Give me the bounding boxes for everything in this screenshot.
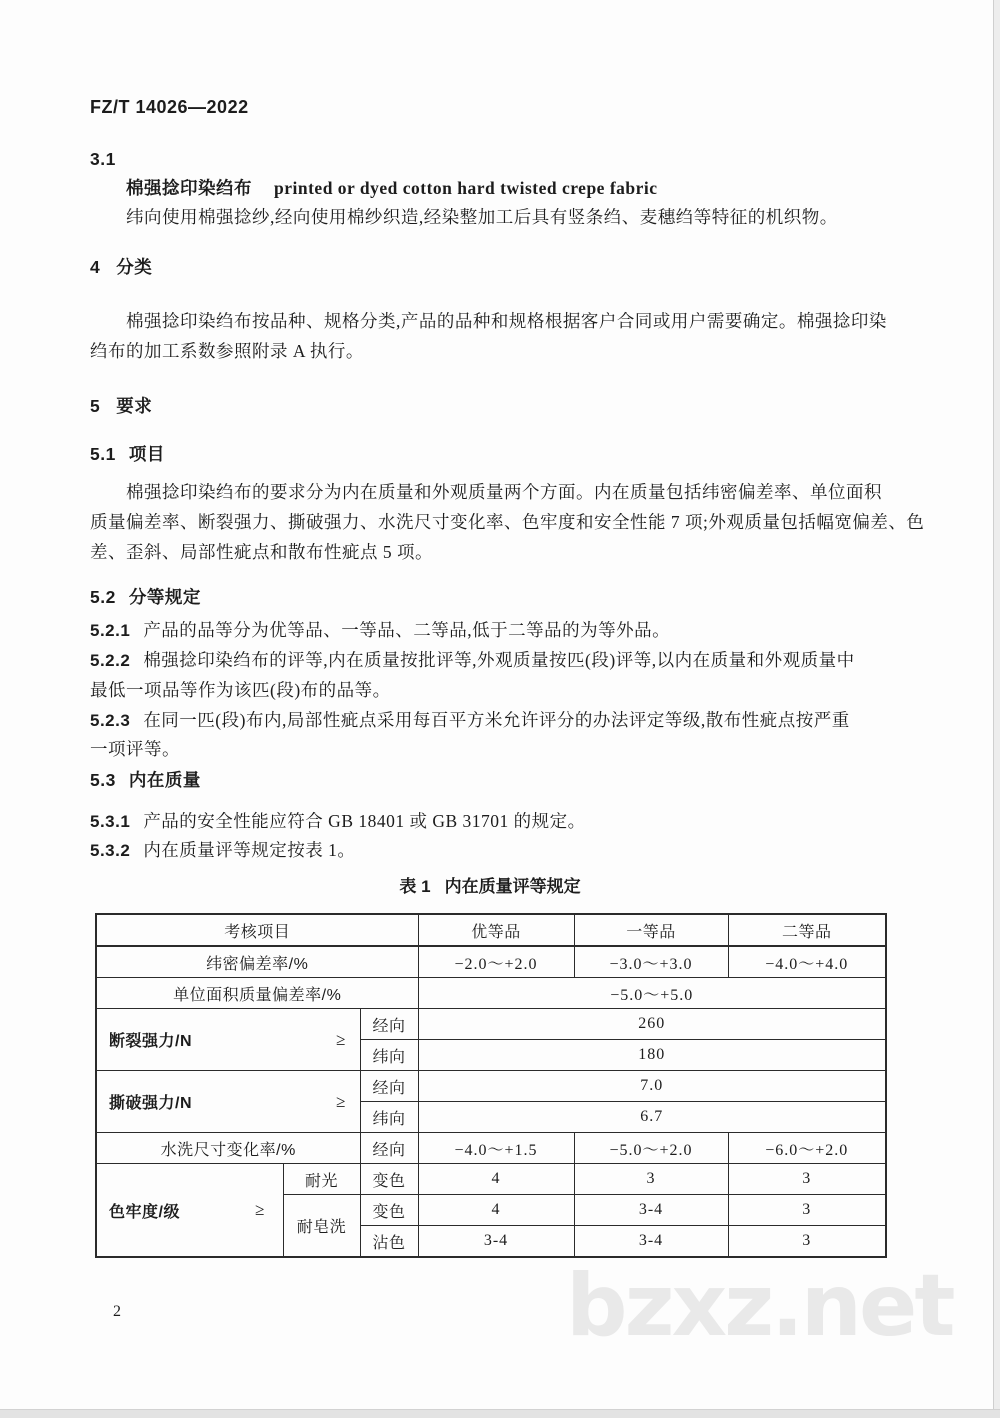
clause-5-2-2-number: 5.2.2 — [90, 651, 131, 670]
table-row-tearing-warp — [96, 1071, 886, 1102]
scan-right-edge — [993, 0, 1000, 1418]
section-5-1-paragraph-line2: 质量偏差率、断裂强力、撕破强力、水洗尺寸变化率、色牢度和安全性能 7 项;外观质量包括幅宽偏差、色 — [90, 512, 925, 532]
breaking-label-cell — [96, 1009, 360, 1071]
scan-bottom-edge — [0, 1409, 1000, 1418]
fastness-label: 色牢度/级 — [109, 1203, 180, 1221]
weft-density-grade2-cell: −3.0～+3.0 — [574, 946, 728, 978]
fastness-soap-change-grade2-cell: 3-4 — [574, 1195, 728, 1226]
clause-5-2-1-text: 产品的品等分为优等品、一等品、二等品,低于二等品的为等外品。 — [143, 620, 671, 640]
section-5-2-heading — [90, 587, 201, 607]
section-5-2-title: 分等规定 — [128, 587, 201, 607]
fastness-light-grade3-cell: 3 — [728, 1164, 886, 1195]
weft-density-grade3-cell: −4.0～+4.0 — [728, 946, 886, 978]
wash-grade1-cell: −4.0～+1.5 — [418, 1133, 574, 1164]
clause-5-2-2-line2: 最低一项品等作为该匹(段)布的品等。 — [90, 680, 391, 700]
clause-5-2-2-line1 — [90, 650, 855, 671]
page-number: 2 — [113, 1303, 121, 1320]
table-row-breaking-warp — [96, 1009, 886, 1040]
table-row-header — [96, 914, 886, 946]
clause-5-3-2-text: 内在质量评等规定按表 1。 — [143, 840, 356, 860]
term-chinese: 棉强捻印染绉布 — [126, 178, 252, 198]
section-5-2-number: 5.2 — [90, 587, 116, 607]
section-5-1-heading — [90, 444, 165, 464]
fastness-light-label-cell: 耐光 — [283, 1164, 360, 1195]
fastness-soap-stain-label-cell: 沾色 — [360, 1226, 418, 1258]
clause-5-3-1-number: 5.3.1 — [90, 812, 131, 831]
term-line — [126, 178, 658, 198]
section-4-paragraph-line2: 绉布的加工系数参照附录 A 执行。 — [90, 341, 364, 361]
clause-5-2-3-line1 — [90, 710, 850, 731]
clause-5-2-3-text1: 在同一匹(段)布内,局部性疵点采用每百平方米允许评分的办法评定等级,散布性疵点按严重 — [143, 710, 850, 730]
breaking-warp-label-cell: 经向 — [360, 1009, 418, 1040]
table-row-wash-shrinkage — [96, 1133, 886, 1164]
section-4-number: 4 — [90, 257, 101, 277]
section-5-number: 5 — [90, 396, 101, 416]
section-5-1-number: 5.1 — [90, 444, 116, 464]
header-grade2-cell: 一等品 — [574, 914, 728, 946]
fastness-label-cell — [96, 1164, 283, 1258]
wash-direction-cell: 经向 — [360, 1133, 418, 1164]
breaking-label: 断裂强力/N — [109, 1033, 193, 1050]
clause-5-2-2-text1: 棉强捻印染绉布的评等,内在质量按批评等,外观质量按匹(段)评等,以内在质量和外观质量中 — [143, 650, 855, 670]
table-1-caption-title: 内在质量评等规定 — [444, 877, 581, 896]
fastness-light-grade2-cell: 3 — [574, 1164, 728, 1195]
section-5-1-paragraph-line1: 棉强捻印染绉布的要求分为内在质量和外观质量两个方面。内在质量包括纬密偏差率、单位面积 — [126, 482, 882, 502]
section-5-title: 要求 — [116, 396, 153, 416]
term-definition: 纬向使用棉强捻纱,经向使用棉纱织造,经染整加工后具有竖条绉、麦穗绉等特征的机织物。 — [126, 207, 838, 227]
table-1-caption — [95, 872, 885, 897]
fastness-soap-change-grade1-cell: 4 — [418, 1195, 574, 1226]
clause-5-3-2-number: 5.3.2 — [90, 841, 131, 860]
weft-density-grade1-cell: −2.0～+2.0 — [418, 946, 574, 978]
section-4-heading — [90, 257, 152, 277]
clause-5-2-3-line2: 一项评等。 — [90, 739, 180, 759]
tearing-label-cell — [96, 1071, 360, 1133]
section-5-3-title: 内在质量 — [128, 770, 201, 790]
breaking-weft-value-cell: 180 — [418, 1040, 886, 1071]
clause-5-3-1 — [90, 811, 586, 832]
fastness-light-change-label-cell: 变色 — [360, 1164, 418, 1195]
fastness-soap-label-cell: 耐皂洗 — [283, 1195, 360, 1258]
header-grade3-cell: 二等品 — [728, 914, 886, 946]
gte-symbol: ≥ — [336, 1029, 346, 1049]
table-1-wrapper — [95, 913, 887, 1258]
table-row-mass-deviation — [96, 978, 886, 1009]
clause-5-2-1 — [90, 620, 670, 641]
section-4-title: 分类 — [116, 257, 153, 277]
clause-5-3-2 — [90, 840, 355, 861]
table-row-fastness-light — [96, 1164, 886, 1195]
fastness-soap-stain-grade1-cell: 3-4 — [418, 1226, 574, 1258]
mass-deviation-label-cell: 单位面积质量偏差率/% — [96, 978, 418, 1009]
clause-5-3-1-text: 产品的安全性能应符合 GB 18401 或 GB 31701 的规定。 — [143, 811, 586, 831]
clause-5-2-3-number: 5.2.3 — [90, 711, 131, 730]
fastness-soap-stain-grade3-cell: 3 — [728, 1226, 886, 1258]
tearing-warp-label-cell: 经向 — [360, 1071, 418, 1102]
clause-3-1-number: 3.1 — [90, 149, 116, 169]
tearing-weft-label-cell: 纬向 — [360, 1102, 418, 1133]
wash-grade2-cell: −5.0～+2.0 — [574, 1133, 728, 1164]
term-english: printed or dyed cotton hard twisted crepe fabric — [274, 178, 658, 198]
fastness-soap-stain-grade2-cell: 3-4 — [574, 1226, 728, 1258]
fastness-soap-change-label-cell: 变色 — [360, 1195, 418, 1226]
section-5-heading — [90, 396, 152, 416]
watermark-text: bzxz.net — [566, 1256, 953, 1356]
breaking-weft-label-cell: 纬向 — [360, 1040, 418, 1071]
clause-5-2-1-number: 5.2.1 — [90, 621, 131, 640]
wash-label-cell: 水洗尺寸变化率/% — [96, 1133, 360, 1164]
header-grade1-cell: 优等品 — [418, 914, 574, 946]
table-row-weft-density — [96, 946, 886, 978]
fastness-soap-change-grade3-cell: 3 — [728, 1195, 886, 1226]
weft-density-label-cell: 纬密偏差率/% — [96, 946, 418, 978]
doc-code: FZ/T 14026—2022 — [90, 97, 249, 117]
breaking-warp-value-cell: 260 — [418, 1009, 886, 1040]
section-4-paragraph-line1: 棉强捻印染绉布按品种、规格分类,产品的品种和规格根据客户合同或用户需要确定。棉强捻印染 — [126, 311, 887, 331]
tearing-warp-value-cell: 7.0 — [418, 1071, 886, 1102]
section-5-3-number: 5.3 — [90, 770, 116, 790]
gte-symbol: ≥ — [336, 1091, 346, 1111]
section-5-3-heading — [90, 770, 201, 790]
table-1-caption-label: 表 1 — [399, 877, 431, 896]
section-5-1-title: 项目 — [128, 444, 165, 464]
header-item-cell: 考核项目 — [96, 914, 418, 946]
table-1 — [95, 913, 887, 1258]
tearing-label: 撕破强力/N — [109, 1095, 193, 1112]
gte-symbol: ≥ — [255, 1200, 265, 1219]
mass-deviation-value-cell: −5.0～+5.0 — [418, 978, 886, 1009]
wash-grade3-cell: −6.0～+2.0 — [728, 1133, 886, 1164]
tearing-weft-value-cell: 6.7 — [418, 1102, 886, 1133]
fastness-light-grade1-cell: 4 — [418, 1164, 574, 1195]
section-5-1-paragraph-line3: 差、歪斜、局部性疵点和散布性疵点 5 项。 — [90, 542, 433, 562]
